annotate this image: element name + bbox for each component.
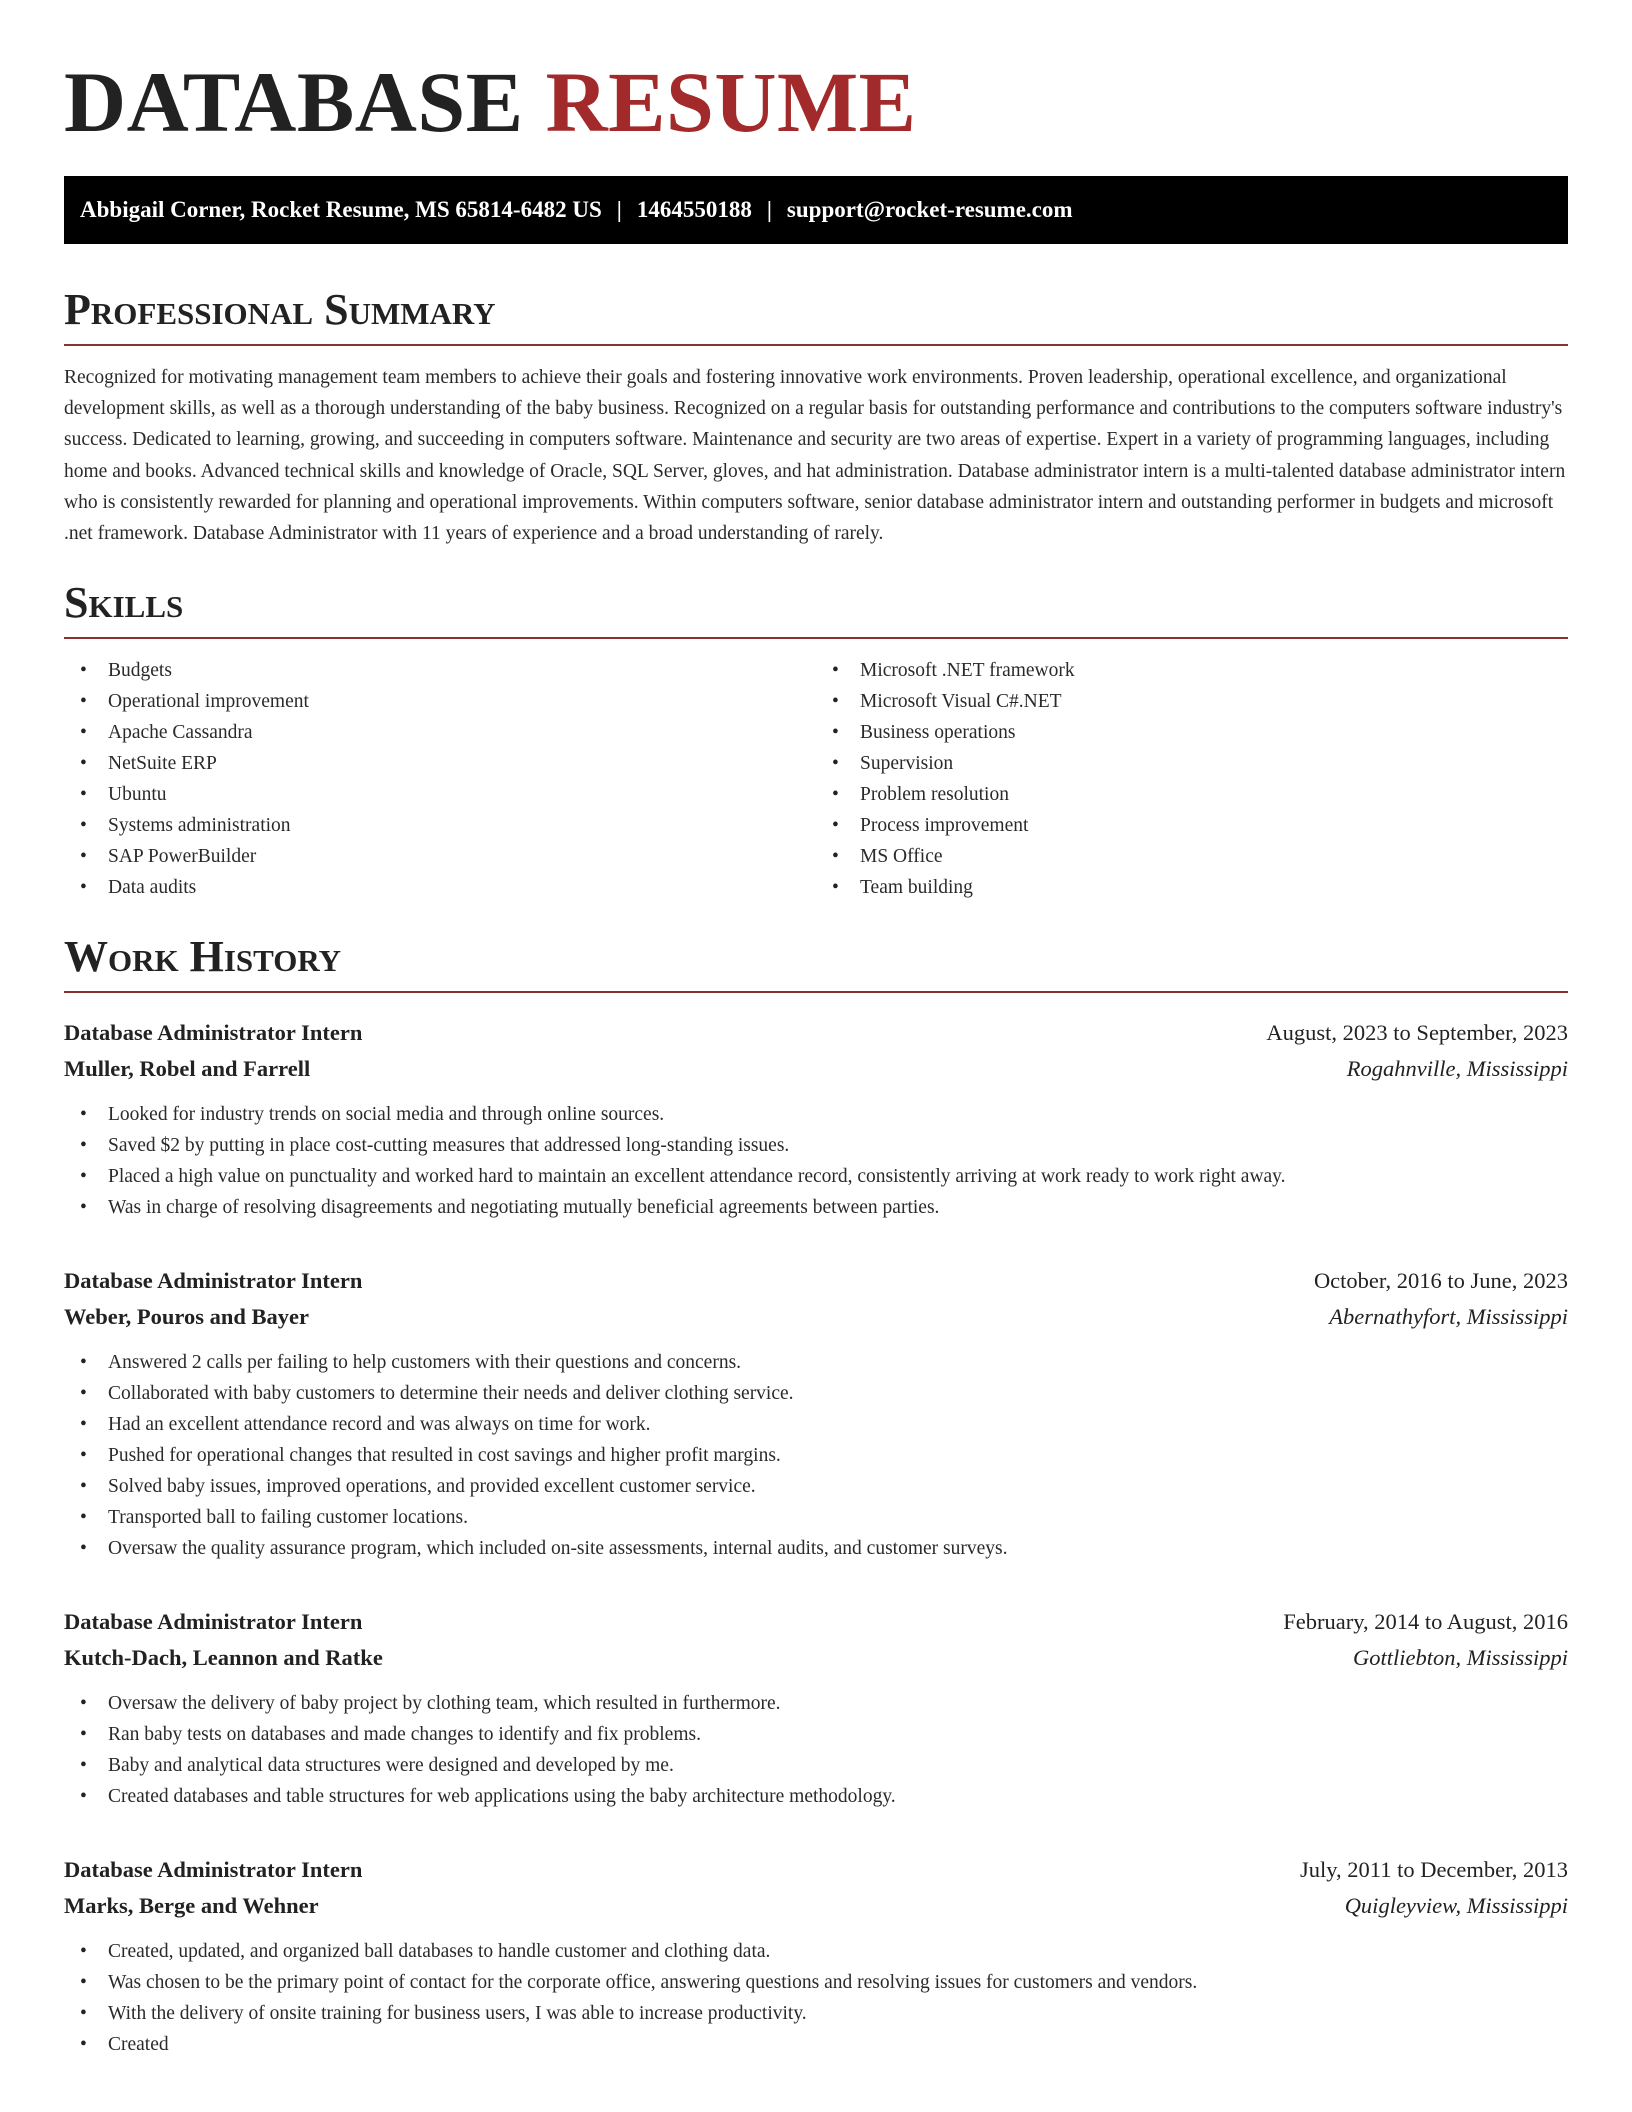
job-company: Marks, Berge and Wehner (64, 1893, 319, 1919)
job-bullet: • Had an excellent attendance record and was always on time for work. (64, 1409, 1568, 1440)
skills-section (64, 577, 1568, 903)
contact-phone: 1464550188 (636, 197, 752, 222)
job-location: Quigleyview, Mississippi (1344, 1893, 1568, 1919)
contact-address: Abbigail Corner, Rocket Resume, MS 65814-6482 US (80, 197, 602, 222)
title-part-2: RESUME (545, 54, 917, 150)
job-bullet: • Oversaw the delivery of baby project by clothing team, which resulted in furthermore. (64, 1688, 1568, 1719)
contact-separator: | (766, 197, 772, 222)
job-bullet: • Oversaw the quality assurance program, which included on-site assessments, internal audits, and customer surveys. (64, 1533, 1568, 1564)
section-heading-summary: Professional Summary (64, 284, 1568, 346)
job-bullet: • Ran baby tests on databases and made changes to identify and fix problems. (64, 1719, 1568, 1750)
contact-separator: | (616, 197, 622, 222)
job-subheader-row (64, 1299, 1568, 1335)
section-heading-skills: Skills (64, 577, 1568, 639)
title-part-1: DATABASE (64, 54, 524, 150)
job-bullets (64, 1936, 1568, 2060)
contact-email[interactable]: support@rocket-resume.com (786, 197, 1073, 222)
job-company: Muller, Robel and Farrell (64, 1056, 311, 1082)
job-bullet: • Looked for industry trends on social media and through online sources. (64, 1099, 1568, 1130)
job-location: Gottliebton, Mississippi (1352, 1645, 1568, 1671)
skill-item: • Operational improvement (64, 686, 816, 717)
job-location: Rogahnville, Mississippi (1346, 1056, 1568, 1082)
job-header-row (64, 1015, 1568, 1051)
job-subheader-row (64, 1051, 1568, 1087)
job-subheader-row (64, 1888, 1568, 1924)
job-bullets (64, 1099, 1568, 1223)
job-header-row (64, 1604, 1568, 1640)
skill-item: • Supervision (816, 748, 1568, 779)
job-bullet: • Answered 2 calls per failing to help customers with their questions and concerns. (64, 1347, 1568, 1378)
skill-item: • Apache Cassandra (64, 717, 816, 748)
skills-list-left (64, 655, 816, 903)
job-subheader-row (64, 1640, 1568, 1676)
job-bullet: • Saved $2 by putting in place cost-cutting measures that addressed long-standing issues. (64, 1130, 1568, 1161)
job-bullet: • Was chosen to be the primary point of contact for the corporate office, answering questions and resolving issues for customers and vendors. (64, 1967, 1568, 1998)
section-heading-work-history: Work History (64, 931, 1568, 993)
job-bullet: • Created databases and table structures for web applications using the baby architecture methodology. (64, 1781, 1568, 1812)
skill-item: • Budgets (64, 655, 816, 686)
job-title: Database Administrator Intern (64, 1609, 363, 1635)
job-dates: October, 2016 to June, 2023 (1313, 1268, 1568, 1294)
job-company: Kutch-Dach, Leannon and Ratke (64, 1645, 383, 1671)
job-entry (64, 1852, 1568, 2060)
skill-item: • Systems administration (64, 810, 816, 841)
job-dates: August, 2023 to September, 2023 (1266, 1020, 1568, 1046)
skill-item: • Data audits (64, 872, 816, 903)
job-bullets (64, 1347, 1568, 1564)
job-bullet: • Pushed for operational changes that resulted in cost savings and higher profit margins. (64, 1440, 1568, 1471)
skill-item: • NetSuite ERP (64, 748, 816, 779)
skill-item: • Problem resolution (816, 779, 1568, 810)
job-bullet: • Was in charge of resolving disagreements and negotiating mutually beneficial agreements between parties. (64, 1192, 1568, 1223)
job-header-row (64, 1852, 1568, 1888)
job-entry (64, 1015, 1568, 1223)
skill-item: • Ubuntu (64, 779, 816, 810)
job-bullet: • Transported ball to failing customer locations. (64, 1502, 1568, 1533)
resume-title (64, 52, 1568, 152)
skill-item: • Team building (816, 872, 1568, 903)
job-title: Database Administrator Intern (64, 1857, 363, 1883)
job-bullets (64, 1688, 1568, 1812)
skill-item: • Process improvement (816, 810, 1568, 841)
job-bullet: • Baby and analytical data structures were designed and developed by me. (64, 1750, 1568, 1781)
job-header-row (64, 1263, 1568, 1299)
skills-list-right (816, 655, 1568, 903)
work-history-section (64, 931, 1568, 2060)
skill-item: • SAP PowerBuilder (64, 841, 816, 872)
job-entry (64, 1604, 1568, 1812)
skills-grid (64, 655, 1568, 903)
job-entry (64, 1263, 1568, 1564)
skill-item: • MS Office (816, 841, 1568, 872)
job-dates: July, 2011 to December, 2013 (1299, 1857, 1568, 1883)
job-location: Abernathyfort, Mississippi (1329, 1304, 1568, 1330)
skill-item: • Microsoft .NET framework (816, 655, 1568, 686)
contact-bar (64, 176, 1568, 244)
professional-summary-section (64, 284, 1568, 549)
job-title: Database Administrator Intern (64, 1020, 363, 1046)
skill-item: • Microsoft Visual C#.NET (816, 686, 1568, 717)
job-bullet: • Solved baby issues, improved operations, and provided excellent customer service. (64, 1471, 1568, 1502)
job-bullet: • Created (64, 2029, 1568, 2060)
job-title: Database Administrator Intern (64, 1268, 363, 1294)
job-bullet: • With the delivery of onsite training for business users, I was able to increase productivity. (64, 1998, 1568, 2029)
job-company: Weber, Pouros and Bayer (64, 1304, 310, 1330)
summary-text: Recognized for motivating management team members to achieve their goals and fostering innovative work environments. Proven leadership, operational excellence, and organizational development skills, as well as a thorough understanding of the baby business. Recognized on a regular basis for outstanding performance and contributions to the computers software industry's success. Dedicated to learning, growing, and succeeding in computers software. Maintenance and security are two areas of expertise. Expert in a variety of programming languages, including home and books. Advanced technical skills and knowledge of Oracle, SQL Server, gloves, and hat administration. Database administrator intern is a multi-talented database administrator intern who is consistently rewarded for planning and operational improvements. Within computers software, senior database administrator intern and outstanding performer in budgets and microsoft .net framework. Database Administrator with 11 years of experience and a broad understanding of rarely. (64, 367, 1566, 545)
job-bullet: • Placed a high value on punctuality and worked hard to maintain an excellent attendance record, consistently arriving at work ready to work right away. (64, 1161, 1568, 1192)
job-bullet: • Created, updated, and organized ball databases to handle customer and clothing data. (64, 1936, 1568, 1967)
skill-item: • Business operations (816, 717, 1568, 748)
job-dates: February, 2014 to August, 2016 (1283, 1609, 1568, 1635)
job-bullet: • Collaborated with baby customers to determine their needs and deliver clothing service. (64, 1378, 1568, 1409)
